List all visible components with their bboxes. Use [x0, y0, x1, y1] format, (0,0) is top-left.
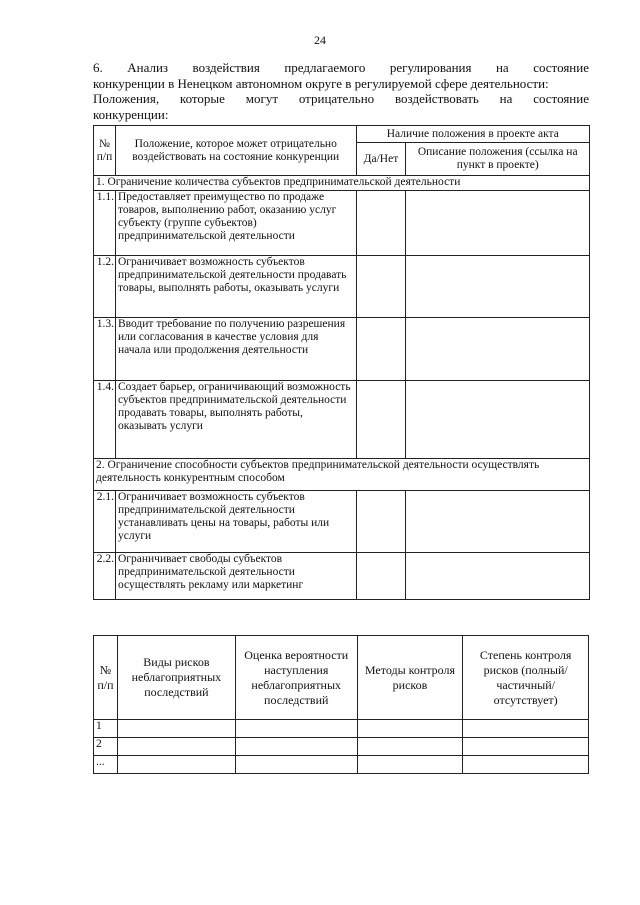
- row-number: 2.1.: [94, 491, 116, 553]
- table-row: [94, 553, 590, 600]
- description-cell: [406, 318, 590, 381]
- yes-no-cell: [356, 553, 406, 600]
- table-row: [94, 738, 589, 756]
- row-text: Создает барьер, ограничивающий возможность субъектов предпринимательской деятельности продавать товары, выполнять работы, оказывать услуги: [115, 381, 356, 459]
- table-row: [94, 191, 590, 256]
- header-probability: Оценка вероятности наступления неблагоприятных последствий: [235, 636, 357, 720]
- row-number: 2.2.: [94, 553, 116, 600]
- yes-no-cell: [356, 256, 406, 318]
- page-number: 24: [314, 33, 326, 47]
- table-row: [94, 756, 589, 774]
- row-number: 2: [94, 738, 118, 756]
- yes-no-cell: [356, 318, 406, 381]
- heading-line-1: 6. Анализ воздействия предлагаемого регулирования на состояние: [93, 60, 589, 75]
- row-text: Ограничивает свободы субъектов предпринимательской деятельности осуществлять рекламу или маркетинг: [115, 553, 356, 600]
- table-row: [94, 381, 590, 459]
- header-description: Описание положения (ссылка на пункт в проекте): [406, 143, 590, 176]
- description-cell: [406, 381, 590, 459]
- yes-no-cell: [356, 191, 406, 256]
- header-num: № п/п: [94, 126, 116, 176]
- row-number: 1.1.: [94, 191, 116, 256]
- header-risk-types: Виды рисков неблагоприятных последствий: [117, 636, 235, 720]
- table-row: [94, 256, 590, 318]
- yes-no-cell: [356, 381, 406, 459]
- header-yes-no: Да/Нет: [356, 143, 406, 176]
- row-text: Ограничивает возможность субъектов предпринимательской деятельности устанавливать цены на товары, работы или услуги: [115, 491, 356, 553]
- row-number: ...: [94, 756, 118, 774]
- header-presence: Наличие положения в проекте акта: [356, 126, 589, 143]
- row-number: 1: [94, 720, 118, 738]
- heading-line-4: конкуренции:: [93, 106, 169, 122]
- description-cell: [406, 256, 590, 318]
- yes-no-cell: [356, 491, 406, 553]
- description-cell: [406, 553, 590, 600]
- section-heading: [93, 60, 589, 122]
- header-position: Положение, которое может отрицательно воздействовать на состояние конкуренции: [115, 126, 356, 176]
- row-text: Ограничивает возможность субъектов предпринимательской деятельности продавать товары, выполнять работы, оказывать услуги: [115, 256, 356, 318]
- competition-impact-table: [93, 125, 590, 600]
- table-row: [94, 318, 590, 381]
- heading-line-2: конкуренции в Ненецком автономном округе в регулируемой сфере деятельности:: [93, 75, 549, 91]
- description-cell: [406, 491, 590, 553]
- table-row: [94, 491, 590, 553]
- header-control-degree: Степень контроля рисков (полный/частичный/ отсутствует): [463, 636, 589, 720]
- header-num: № п/п: [94, 636, 118, 720]
- section-1-title: 1. Ограничение количества субъектов предпринимательской деятельности: [94, 176, 590, 191]
- heading-line-3: Положения, которые могут отрицательно воздействовать на состояние: [93, 91, 589, 106]
- risk-assessment-table: [93, 635, 589, 774]
- row-text: Вводит требование по получению разрешения или согласования в качестве условия для начала или продолжения деятельности: [115, 318, 356, 381]
- row-text: Предоставляет преимущество по продаже товаров, выполнению работ, оказанию услуг субъекту (группе субъектов) предпринимательской деятельности: [115, 191, 356, 256]
- section-2-title: 2. Ограничение способности субъектов предпринимательской деятельности осуществлять деятельность конкурентным способом: [94, 459, 590, 491]
- row-number: 1.2.: [94, 256, 116, 318]
- row-number: 1.3.: [94, 318, 116, 381]
- row-number: 1.4.: [94, 381, 116, 459]
- table-row: [94, 720, 589, 738]
- description-cell: [406, 191, 590, 256]
- header-control-methods: Методы контроля рисков: [357, 636, 463, 720]
